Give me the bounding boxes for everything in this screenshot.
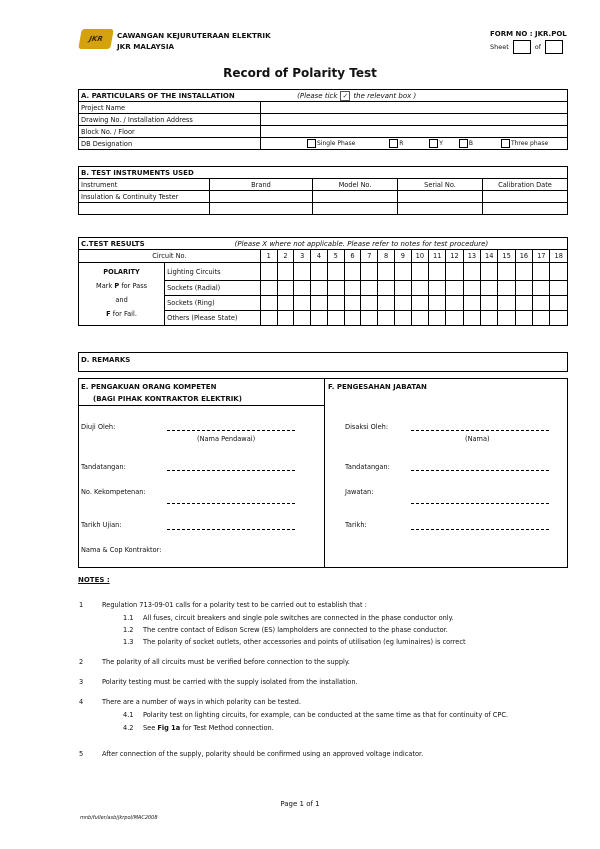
option-r[interactable]: R <box>389 140 403 147</box>
db-designation-options <box>261 138 568 150</box>
result-cell[interactable] <box>277 263 294 281</box>
section-b-table <box>78 166 568 215</box>
section-c-heading: C.TEST RESULTS (Please X where not applicable. Please refer to notes for test procedure) <box>79 238 568 250</box>
result-cell[interactable] <box>498 311 515 326</box>
result-cell[interactable] <box>311 296 328 311</box>
result-cell[interactable] <box>481 311 498 326</box>
checkbox-single-phase[interactable] <box>307 139 316 148</box>
section-e-heading-1: E. PENGAKUAN ORANG KOMPETEN <box>81 383 217 391</box>
nama-caption: (Nama) <box>465 435 490 443</box>
result-cell[interactable] <box>311 281 328 296</box>
section-d-heading: D. REMARKS <box>81 356 131 364</box>
serial-field-2[interactable] <box>398 203 483 215</box>
drawing-no-field[interactable] <box>261 114 568 126</box>
result-cell[interactable] <box>394 311 411 326</box>
section-c-table <box>78 237 568 326</box>
result-cell[interactable] <box>394 263 411 281</box>
option-y[interactable]: Y <box>429 140 443 147</box>
polarity-title: POLARITY <box>103 268 140 276</box>
result-cell[interactable] <box>411 296 428 311</box>
result-cell[interactable] <box>429 281 446 296</box>
mark-fail: F for Fail. <box>106 310 137 318</box>
project-name-field[interactable] <box>261 102 568 114</box>
col-calibration-date: Calibration Date <box>483 179 568 191</box>
note-1-3-text: The polarity of socket outlets, other accessories and points of utilisation (eg luminaires) is correct <box>143 638 466 646</box>
result-cell[interactable] <box>277 281 294 296</box>
circuit-number-10: 10 <box>411 250 428 263</box>
result-cell[interactable] <box>361 311 378 326</box>
no-kekompetenan-label: No. Kekompetenan: <box>81 488 146 496</box>
instrument-name: Insulation & Continuity Tester <box>79 191 210 203</box>
checkbox-r[interactable] <box>389 139 398 148</box>
notes-section <box>78 576 578 584</box>
result-cell[interactable] <box>533 311 550 326</box>
model-field[interactable] <box>313 191 398 203</box>
page-number: Page 1 of 1 <box>280 800 320 808</box>
circuit-number-17: 17 <box>533 250 550 263</box>
circuit-number-12: 12 <box>446 250 463 263</box>
result-cell[interactable] <box>515 263 532 281</box>
result-cell[interactable] <box>411 311 428 326</box>
mark-pass: Mark P for Pass <box>96 282 148 290</box>
org-line-1: CAWANGAN KEJURUTERAAN ELEKTRIK <box>117 31 271 40</box>
checkbox-y[interactable] <box>429 139 438 148</box>
form-number: FORM NO : JKR.POL <box>490 30 567 38</box>
row-sockets-ring: Sockets (Ring) <box>165 296 261 311</box>
result-cell[interactable] <box>411 263 428 281</box>
sheet-total-box[interactable] <box>545 40 563 54</box>
result-cell[interactable] <box>533 281 550 296</box>
circuit-no-label: Circuit No. <box>79 250 261 263</box>
note-2-text: The polarity of all circuits must be verified before connection to the supply. <box>102 658 350 666</box>
page-title: Record of Polarity Test <box>223 66 377 80</box>
brand-field-2[interactable] <box>210 203 313 215</box>
result-cell[interactable] <box>429 296 446 311</box>
result-cell[interactable] <box>260 281 277 296</box>
note-4-num: 4 <box>79 698 84 706</box>
result-cell[interactable] <box>463 281 480 296</box>
note-4-2-num: 4.2 <box>123 724 134 732</box>
sheet-indicator <box>490 40 567 54</box>
result-cell[interactable] <box>327 311 344 326</box>
col-brand: Brand <box>210 179 313 191</box>
result-cell[interactable] <box>327 263 344 281</box>
section-f-heading: F. PENGESAHAN JABATAN <box>328 383 427 391</box>
result-cell[interactable] <box>429 311 446 326</box>
result-cell[interactable] <box>361 263 378 281</box>
diuji-label: Diuji Oleh: <box>81 423 116 431</box>
result-cell[interactable] <box>481 296 498 311</box>
result-cell[interactable] <box>277 311 294 326</box>
note-2-num: 2 <box>79 658 84 666</box>
circuit-number-18: 18 <box>550 250 568 263</box>
result-cell[interactable] <box>550 296 568 311</box>
circuit-number-14: 14 <box>481 250 498 263</box>
result-cell[interactable] <box>446 296 463 311</box>
ef-divider <box>324 379 325 567</box>
jawatan-label: Jawatan: <box>345 488 374 496</box>
org-line-2: JKR MALAYSIA <box>117 42 175 51</box>
tandatangan-f-label: Tandatangan: <box>345 463 390 471</box>
nama-pendawai-caption: (Nama Pendawai) <box>197 435 256 443</box>
result-cell[interactable] <box>294 311 311 326</box>
col-serial-no: Serial No. <box>398 179 483 191</box>
footer-reference: mnb/fuller/asb/jkrpol/MAC2008 <box>80 815 158 821</box>
circuit-number-9: 9 <box>394 250 411 263</box>
circuit-number-16: 16 <box>515 250 532 263</box>
col-model-no: Model No. <box>313 179 398 191</box>
polarity-legend <box>79 263 165 326</box>
section-e-heading-2: (BAGI PIHAK KONTRAKTOR ELEKTRIK) <box>93 395 242 403</box>
tick-sample-box: ✓ <box>340 91 350 101</box>
circuit-number-3: 3 <box>294 250 311 263</box>
notes-heading: NOTES : <box>78 576 110 584</box>
tick-note: (Please tick ✓ the relevant box ) <box>297 91 417 100</box>
result-cell[interactable] <box>394 281 411 296</box>
result-cell[interactable] <box>463 296 480 311</box>
result-cell[interactable] <box>446 263 463 281</box>
row-label-drawing-no: Drawing No. / Installation Address <box>79 114 261 126</box>
note-4-2-text: See Fig 1a for Test Method connection. <box>143 724 274 732</box>
note-1-2-text: The centre contact of Edison Screw (ES) lampholders are connected to the phase conductor. <box>143 626 448 634</box>
result-cell[interactable] <box>550 263 568 281</box>
tarikh-f-field[interactable] <box>411 529 549 530</box>
circuit-number-13: 13 <box>463 250 480 263</box>
jawatan-field[interactable] <box>411 503 549 504</box>
result-cell[interactable] <box>378 281 395 296</box>
section-c-note: (Please X where not applicable. Please refer to notes for test procedure) <box>234 239 489 248</box>
note-1-1-num: 1.1 <box>123 614 134 622</box>
brand-field[interactable] <box>210 191 313 203</box>
result-cell[interactable] <box>515 281 532 296</box>
of-label: of <box>534 43 542 51</box>
result-cell[interactable] <box>327 281 344 296</box>
result-cell[interactable] <box>498 281 515 296</box>
row-label-db-designation: DB Designation <box>79 138 261 150</box>
row-label-project-name: Project Name <box>79 102 261 114</box>
result-cell[interactable] <box>294 281 311 296</box>
note-1-num: 1 <box>79 601 84 609</box>
checkbox-three-phase[interactable] <box>501 139 510 148</box>
row-others: Others (Please State) <box>165 311 261 326</box>
result-cell[interactable] <box>498 263 515 281</box>
block-no-field[interactable] <box>261 126 568 138</box>
note-4-text: There are a number of ways in which polarity can be tested. <box>102 698 301 706</box>
result-cell[interactable] <box>550 311 568 326</box>
option-b[interactable]: B <box>459 140 473 147</box>
result-cell[interactable] <box>344 281 361 296</box>
tandatangan-e-field[interactable] <box>167 470 295 471</box>
calibration-field[interactable] <box>483 191 568 203</box>
result-cell[interactable] <box>446 311 463 326</box>
note-3-num: 3 <box>79 678 84 686</box>
result-cell[interactable] <box>344 296 361 311</box>
result-cell[interactable] <box>361 296 378 311</box>
tarikh-f-label: Tarikh: <box>345 521 367 529</box>
mark-and: and <box>115 296 128 304</box>
result-cell[interactable] <box>498 296 515 311</box>
tandatangan-f-field[interactable] <box>411 470 549 471</box>
result-cell[interactable] <box>378 311 395 326</box>
note-1-3-num: 1.3 <box>123 638 134 646</box>
model-field-2[interactable] <box>313 203 398 215</box>
result-cell[interactable] <box>344 311 361 326</box>
sheet-label: Sheet <box>490 43 509 51</box>
result-cell[interactable] <box>277 296 294 311</box>
note-3-text: Polarity testing must be carried with the supply isolated from the installation. <box>102 678 358 686</box>
section-ef-box <box>78 378 568 568</box>
circuit-number-7: 7 <box>361 250 378 263</box>
row-sockets-radial: Sockets (Radial) <box>165 281 261 296</box>
sheet-number-box[interactable] <box>513 40 531 54</box>
calibration-field-2[interactable] <box>483 203 568 215</box>
result-cell[interactable] <box>463 263 480 281</box>
circuit-number-15: 15 <box>498 250 515 263</box>
disaksi-label: Disaksi Oleh: <box>345 423 389 431</box>
note-1-1-text: All fuses, circuit breakers and single pole switches are connected in the phase conductor only. <box>143 614 454 622</box>
circuit-number-2: 2 <box>277 250 294 263</box>
col-instrument: Instrument <box>79 179 210 191</box>
disaksi-field[interactable] <box>411 430 549 431</box>
e-heading-rule <box>79 405 324 406</box>
result-cell[interactable] <box>446 281 463 296</box>
result-cell[interactable] <box>481 281 498 296</box>
section-d-box <box>78 352 568 372</box>
option-single-phase[interactable]: Single Phase <box>307 140 355 147</box>
tarikh-ujian-field[interactable] <box>167 529 295 530</box>
tarikh-ujian-label: Tarikh Ujian: <box>81 521 122 529</box>
result-cell[interactable] <box>344 263 361 281</box>
note-1-text: Regulation 713-09-01 calls for a polarity test to be carried out to establish that : <box>102 601 367 609</box>
result-cell[interactable] <box>533 263 550 281</box>
section-a-heading: A. PARTICULARS OF THE INSTALLATION (Please tick ✓ the relevant box ) <box>79 90 568 102</box>
option-three-phase[interactable]: Three phase <box>501 140 548 147</box>
diuji-field[interactable] <box>167 430 295 431</box>
note-4-1-text: Polarity test on lighting circuits, for example, can be conducted at the same time as that for continuity of CPC. <box>143 711 509 719</box>
circuit-number-4: 4 <box>311 250 328 263</box>
result-cell[interactable] <box>515 311 532 326</box>
jkr-logo: JKR <box>78 29 114 49</box>
result-cell[interactable] <box>294 296 311 311</box>
section-b-heading: B. TEST INSTRUMENTS USED <box>79 167 568 179</box>
circuit-number-11: 11 <box>429 250 446 263</box>
circuit-number-6: 6 <box>344 250 361 263</box>
result-cell[interactable] <box>260 296 277 311</box>
result-cell[interactable] <box>533 296 550 311</box>
result-cell[interactable] <box>361 281 378 296</box>
result-cell[interactable] <box>327 296 344 311</box>
result-cell[interactable] <box>294 263 311 281</box>
row-label-block-no: Block No. / Floor <box>79 126 261 138</box>
note-5-text: After connection of the supply, polarity should be confirmed using an approved voltage indicator. <box>102 750 424 758</box>
row-lighting-circuits: Lighting Circuits <box>165 263 261 281</box>
circuit-number-1: 1 <box>260 250 277 263</box>
result-cell[interactable] <box>311 263 328 281</box>
no-kekompetenan-field[interactable] <box>167 503 295 504</box>
circuit-number-8: 8 <box>378 250 395 263</box>
result-cell[interactable] <box>394 296 411 311</box>
instrument-name-2[interactable] <box>79 203 210 215</box>
result-cell[interactable] <box>550 281 568 296</box>
result-cell[interactable] <box>481 263 498 281</box>
tandatangan-e-label: Tandatangan: <box>81 463 126 471</box>
serial-field[interactable] <box>398 191 483 203</box>
result-cell[interactable] <box>411 281 428 296</box>
result-cell[interactable] <box>378 263 395 281</box>
note-5-num: 5 <box>79 750 84 758</box>
note-4-1-num: 4.1 <box>123 711 134 719</box>
result-cell[interactable] <box>378 296 395 311</box>
checkbox-b[interactable] <box>459 139 468 148</box>
result-cell[interactable] <box>515 296 532 311</box>
result-cell[interactable] <box>260 311 277 326</box>
result-cell[interactable] <box>260 263 277 281</box>
note-1-2-num: 1.2 <box>123 626 134 634</box>
result-cell[interactable] <box>463 311 480 326</box>
result-cell[interactable] <box>311 311 328 326</box>
result-cell[interactable] <box>429 263 446 281</box>
section-a-table <box>78 89 568 150</box>
circuit-number-5: 5 <box>327 250 344 263</box>
nama-cop-label: Nama & Cop Kontraktor: <box>81 546 162 554</box>
organisation-name <box>117 30 271 52</box>
